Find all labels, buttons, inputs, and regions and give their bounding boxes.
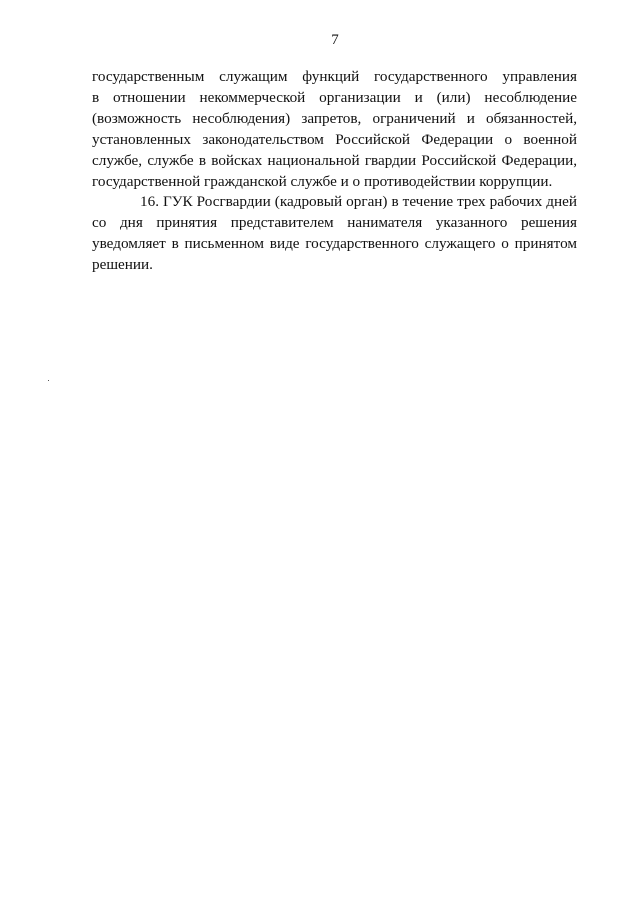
text-line: со дня принятия представителем нанимателя указанного решения <box>92 214 577 232</box>
text-line: установленных законодательством Российской Федерации о военной <box>92 130 577 148</box>
text-line: службе, службе в войсках национальной гвардии Российской Федерации, <box>92 151 577 169</box>
paragraph-continuation <box>92 67 577 192</box>
text-line: (возможность несоблюдения) запретов, ограничений и обязанностей, <box>92 109 577 127</box>
text-line: государственной гражданской службе и о противодействии коррупции. <box>92 172 553 190</box>
document-body <box>92 67 577 276</box>
text-line: уведомляет в письменном виде государственного служащего о принятом <box>92 235 577 253</box>
page-number: 7 <box>331 32 339 48</box>
text-line: в отношении некоммерческой организации и (или) несоблюдение <box>92 88 577 106</box>
text-line: государственным служащим функций государственного управления <box>92 68 577 85</box>
paragraph-16 <box>92 192 577 276</box>
text-line: 16. ГУК Росгвардии (кадровый орган) в течение трех рабочих дней <box>140 193 577 211</box>
text-line: решении. <box>92 256 153 274</box>
scan-artifact <box>48 380 49 381</box>
